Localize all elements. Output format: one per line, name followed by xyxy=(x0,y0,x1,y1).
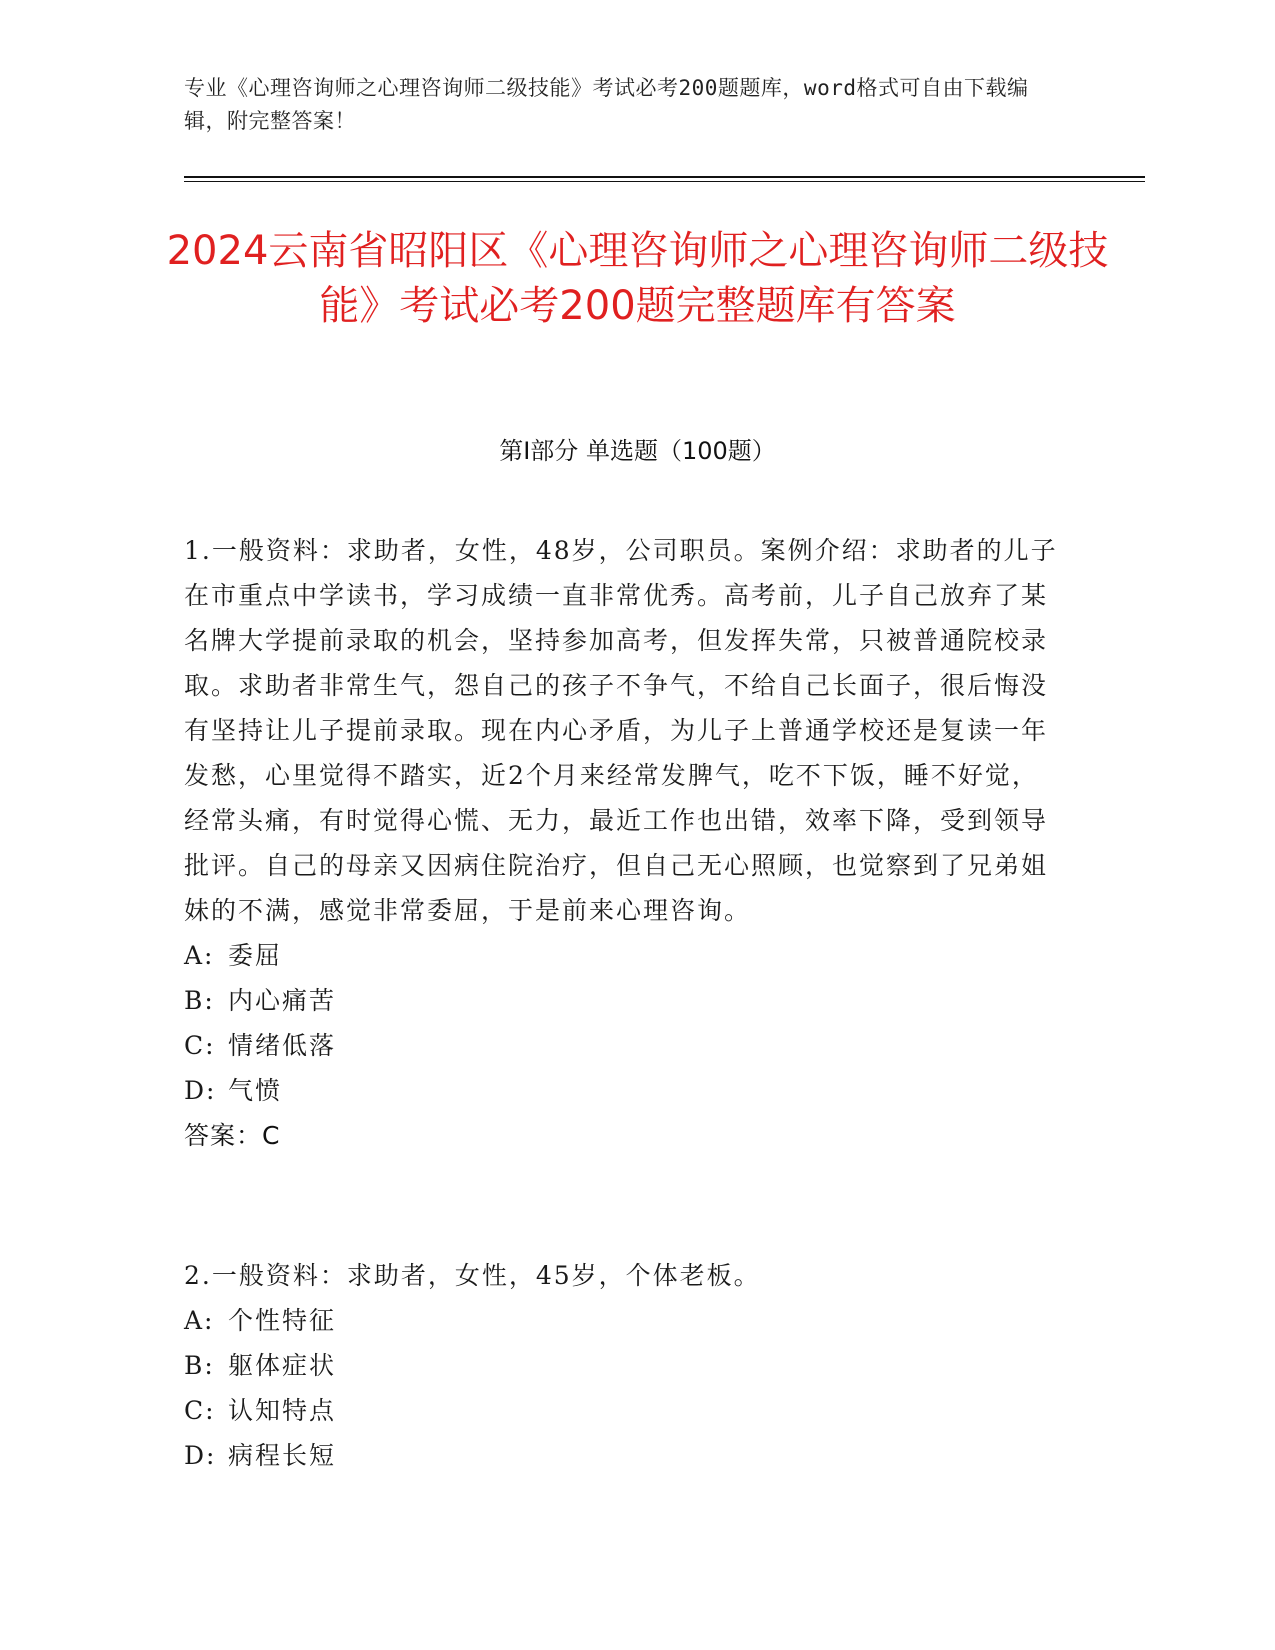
option-c xyxy=(184,1388,1064,1433)
option-key: B: xyxy=(184,986,215,1015)
option-d xyxy=(184,1068,1064,1113)
question-1 xyxy=(184,528,1064,1158)
option-key: D: xyxy=(184,1441,217,1470)
option-text: 个性特征 xyxy=(228,1306,337,1335)
option-text: 委屈 xyxy=(228,941,283,970)
header-divider-thin xyxy=(184,181,1145,182)
option-text: 内心痛苦 xyxy=(228,986,337,1015)
option-key: C: xyxy=(184,1396,216,1425)
option-c xyxy=(184,1023,1064,1068)
option-list xyxy=(184,933,1064,1113)
option-b xyxy=(184,978,1064,1023)
option-d xyxy=(184,1433,1064,1478)
question-stem: 1.一般资料：求助者，女性，48岁，公司职员。案例介绍：求助者的儿子在市重点中学读书，学习成绩一直非常优秀。高考前，儿子自己放弃了某名牌大学提前录取的机会，坚持参加高考，但发挥失常，只被普通院校录取。求助者非常生气，怨自己的孩子不争气，不给自己长面子，很后悔没有坚持让儿子提前录取。现在内心矛盾，为儿子上普通学校还是复读一年发愁，心里觉得不踏实，近2个月来经常发脾气，吃不下饭，睡不好觉，经常头痛，有时觉得心慌、无力，最近工作也出错，效率下降，受到领导批评。自己的母亲又因病住院治疗，但自己无心照顾，也觉察到了兄弟姐妹的不满，感觉非常委屈，于是前来心理咨询。 xyxy=(184,536,1058,925)
header-note: 专业《心理咨询师之心理咨询师二级技能》考试必考200题题库，word格式可自由下载编辑，附完整答案！ xyxy=(184,76,1029,133)
answer-label: 答案：C xyxy=(184,1121,281,1150)
option-a xyxy=(184,933,1064,978)
option-text: 躯体症状 xyxy=(228,1351,337,1380)
section-title: 第Ⅰ部分 单选题（100题） xyxy=(499,437,776,465)
question-stem: 2.一般资料：求助者，女性，45岁，个体老板。 xyxy=(184,1261,761,1290)
option-key: C: xyxy=(184,1031,216,1060)
option-key: A: xyxy=(184,941,215,970)
option-list xyxy=(184,1298,1064,1478)
option-a xyxy=(184,1298,1064,1343)
option-key: D: xyxy=(184,1076,217,1105)
option-text: 情绪低落 xyxy=(228,1031,337,1060)
question-2 xyxy=(184,1253,1064,1478)
option-key: A: xyxy=(184,1306,215,1335)
option-key: B: xyxy=(184,1351,215,1380)
option-b xyxy=(184,1343,1064,1388)
header-divider-thick xyxy=(184,176,1145,178)
document-title: 2024云南省昭阳区《心理咨询师之心理咨询师二级技能》考试必考200题完整题库有答案 xyxy=(166,228,1109,329)
option-text: 气愤 xyxy=(228,1076,283,1105)
option-text: 认知特点 xyxy=(228,1396,337,1425)
option-text: 病程长短 xyxy=(228,1441,337,1470)
